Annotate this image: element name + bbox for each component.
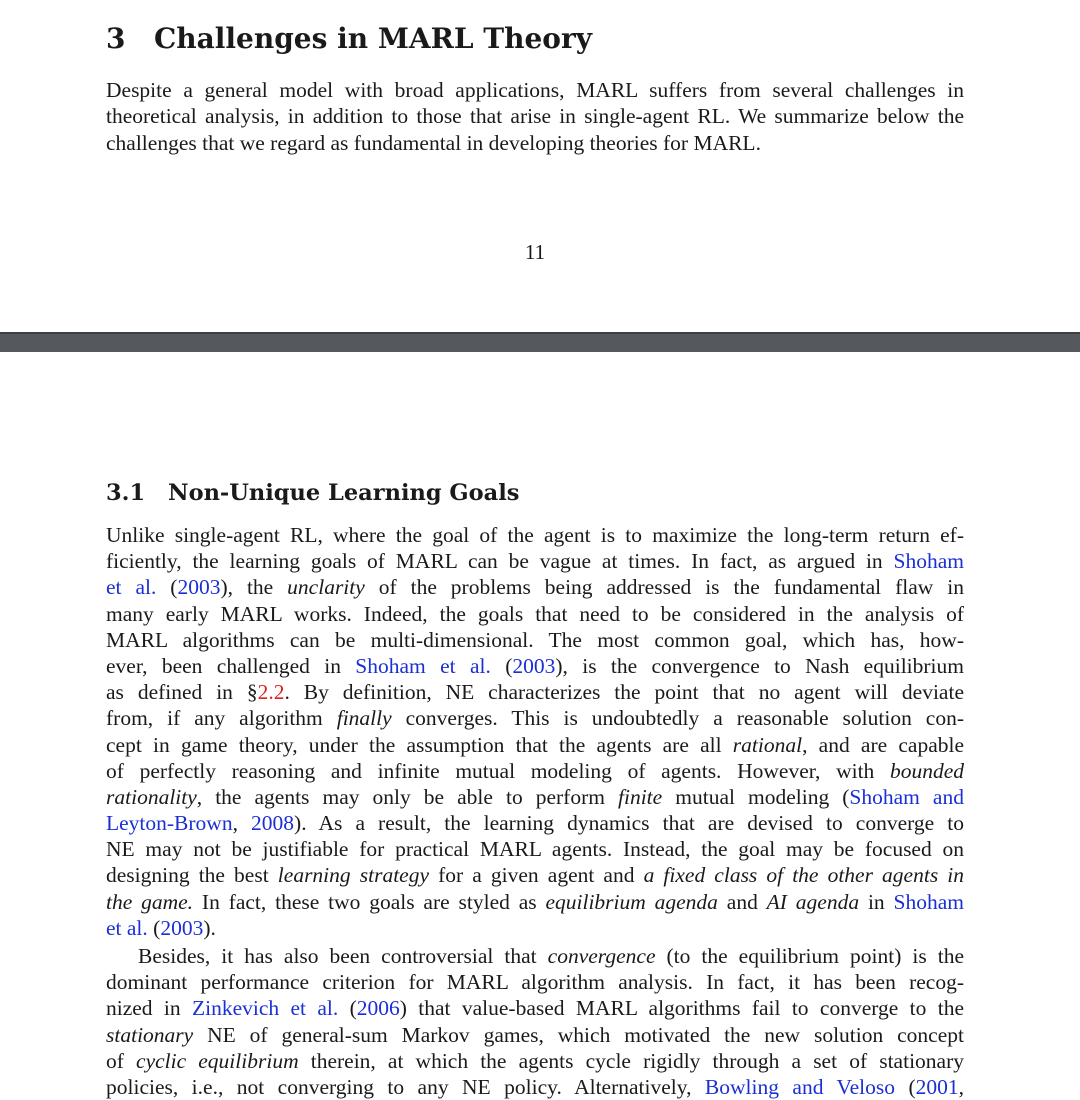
text-run: (: [147, 915, 161, 940]
text-run: converges. This is undoubtedly a reasonable solution con-: [391, 706, 964, 731]
intro-paragraph: Despite a general model with broad applications, MARL suffers from several challenges in theoretical analysis, in addition to those that arise in single-agent RL. We summarize below the challenges that we regard as fundamental in developing theories for MARL.: [106, 78, 964, 155]
text-run: designing the best: [106, 863, 278, 888]
text-line: [106, 889, 964, 915]
citation-link[interactable]: 2001: [915, 1074, 959, 1099]
section-number: 3: [106, 22, 126, 55]
emphasis: cyclic equilibrium: [136, 1048, 299, 1073]
emphasis: finite: [618, 784, 663, 809]
text-run: in: [859, 889, 894, 914]
emphasis: bounded: [889, 758, 964, 783]
citation-link[interactable]: Shoham: [893, 549, 964, 574]
text-line: [106, 836, 964, 862]
emphasis: a fixed class of the other agents in: [643, 863, 964, 888]
emphasis: finally: [336, 706, 392, 731]
text-line: [106, 1022, 964, 1048]
text-run: , and are capable: [802, 732, 964, 757]
text-line: [106, 705, 964, 731]
text-run: ever, been challenged in: [106, 653, 356, 678]
text-run: ). As a result, the learning dynamics that are devised to converge to: [294, 811, 964, 836]
section-ref-link[interactable]: 2.2: [257, 680, 285, 705]
text-run: (: [895, 1074, 916, 1099]
text-line: [106, 679, 964, 705]
text-run: policies, i.e., not converging to any NE policy. Alternatively,: [106, 1074, 705, 1099]
section-title: Challenges in MARL Theory: [154, 22, 593, 55]
subsection-title: Non-Unique Learning Goals: [168, 480, 520, 506]
subsection-heading: [106, 478, 519, 508]
subsection-number: 3.1: [106, 480, 146, 506]
text-run: and: [717, 889, 767, 914]
text-run: ,: [958, 1074, 964, 1099]
citation-link[interactable]: Zinkevich et al.: [191, 996, 339, 1021]
text-run: ), is the convergence to Nash equilibrium: [555, 653, 964, 678]
text-run: therein, at which the agents cycle rigidly through a set of stationary: [298, 1048, 964, 1073]
text-line: [106, 601, 964, 627]
text-run: (: [490, 653, 513, 678]
text-run: . By definition, NE characterizes the point that no agent will deviate: [284, 680, 964, 705]
body-paragraph-2: [106, 943, 964, 1100]
citation-link[interactable]: et al.: [106, 915, 148, 940]
emphasis: equilibrium agenda: [545, 889, 718, 914]
text-line: [106, 548, 964, 574]
text-run: dominant performance criterion for MARL algorithm analysis. In fact, it has been recog-: [106, 970, 964, 995]
text-run: (: [338, 996, 357, 1021]
text-run: NE of general-sum Markov games, which motivated the new solution concept: [193, 1022, 964, 1047]
text-run: of the problems being addressed is the fundamental flaw in: [364, 575, 964, 600]
text-line: [106, 522, 964, 548]
citation-link[interactable]: 2003: [512, 653, 556, 678]
text-line: [106, 995, 964, 1021]
text-line: [106, 969, 964, 995]
text-run: In fact, these two goals are styled as: [193, 889, 546, 914]
emphasis: rational: [732, 732, 803, 757]
text-run: of perfectly reasoning and infinite mutual modeling of agents. However, with: [106, 758, 890, 783]
emphasis: unclarity: [287, 575, 365, 600]
text-run: MARL algorithms can be multi-dimensional. The most common goal, which has, how-: [106, 627, 964, 652]
citation-link[interactable]: 2003: [177, 575, 221, 600]
text-line: [106, 758, 964, 784]
emphasis: stationary: [106, 1022, 194, 1047]
text-line: [106, 943, 964, 969]
citation-link[interactable]: Leyton-Brown: [106, 811, 233, 836]
text-line: [106, 732, 964, 758]
page-separator: [0, 332, 1080, 352]
citation-link[interactable]: Shoham and: [849, 784, 964, 809]
text-line: [106, 1048, 964, 1074]
emphasis: learning strategy: [277, 863, 430, 888]
text-line: [106, 653, 964, 679]
emphasis: convergence: [547, 944, 656, 968]
text-run: Besides, it has also been controversial that: [138, 944, 548, 968]
citation-link[interactable]: 2008: [251, 811, 295, 836]
text-run: ) that value-based MARL algorithms fail to converge to the: [399, 996, 964, 1021]
citation-link[interactable]: et al.: [106, 575, 157, 600]
text-run: , the agents may only be able to perform: [196, 784, 619, 809]
text-run: (to the equilibrium point) is the: [655, 944, 964, 968]
text-line: [106, 1074, 964, 1100]
text-line: [106, 627, 964, 653]
emphasis: AI agenda: [766, 889, 860, 914]
emphasis: rationality: [106, 784, 197, 809]
text-run: of: [106, 1048, 137, 1073]
citation-link[interactable]: Shoham: [893, 889, 964, 914]
citation-link[interactable]: 2003: [160, 915, 204, 940]
previous-page: [0, 0, 1080, 332]
text-run: ,: [232, 811, 252, 836]
text-line: [106, 810, 964, 836]
text-run: Unlike single-agent RL, where the goal of the agent is to maximize the long-term return ef-: [106, 523, 964, 547]
text-run: ), the: [220, 575, 288, 600]
text-run: for a given agent and: [429, 863, 644, 888]
text-run: (: [156, 575, 178, 600]
text-run: mutual modeling (: [662, 784, 850, 809]
citation-link[interactable]: 2006: [356, 996, 400, 1021]
text-line: [106, 574, 964, 600]
text-run: cept in game theory, under the assumption that the agents are all: [106, 732, 733, 757]
text-run: NE may not be justifiable for practical MARL agents. Instead, the goal may be focused on: [106, 837, 964, 862]
text-line: [106, 784, 964, 810]
body-paragraph-1: [106, 522, 964, 941]
text-line: [106, 862, 964, 888]
text-run: nized in: [106, 996, 192, 1021]
text-run: many early MARL works. Indeed, the goals that need to be considered in the analysis of: [106, 601, 964, 626]
page-number: 11: [524, 240, 546, 264]
text-run: from, if any algorithm: [106, 706, 337, 731]
text-run: ).: [203, 915, 216, 940]
citation-link[interactable]: Shoham et al.: [355, 653, 491, 678]
emphasis: the game.: [106, 889, 194, 914]
section-heading: [106, 20, 592, 58]
text-run: ficiently, the learning goals of MARL can be vague at times. In fact, as argued in: [106, 549, 894, 574]
citation-link[interactable]: Bowling and Veloso: [704, 1074, 896, 1099]
text-line: [106, 915, 964, 941]
text-run: as defined in §: [106, 680, 258, 705]
